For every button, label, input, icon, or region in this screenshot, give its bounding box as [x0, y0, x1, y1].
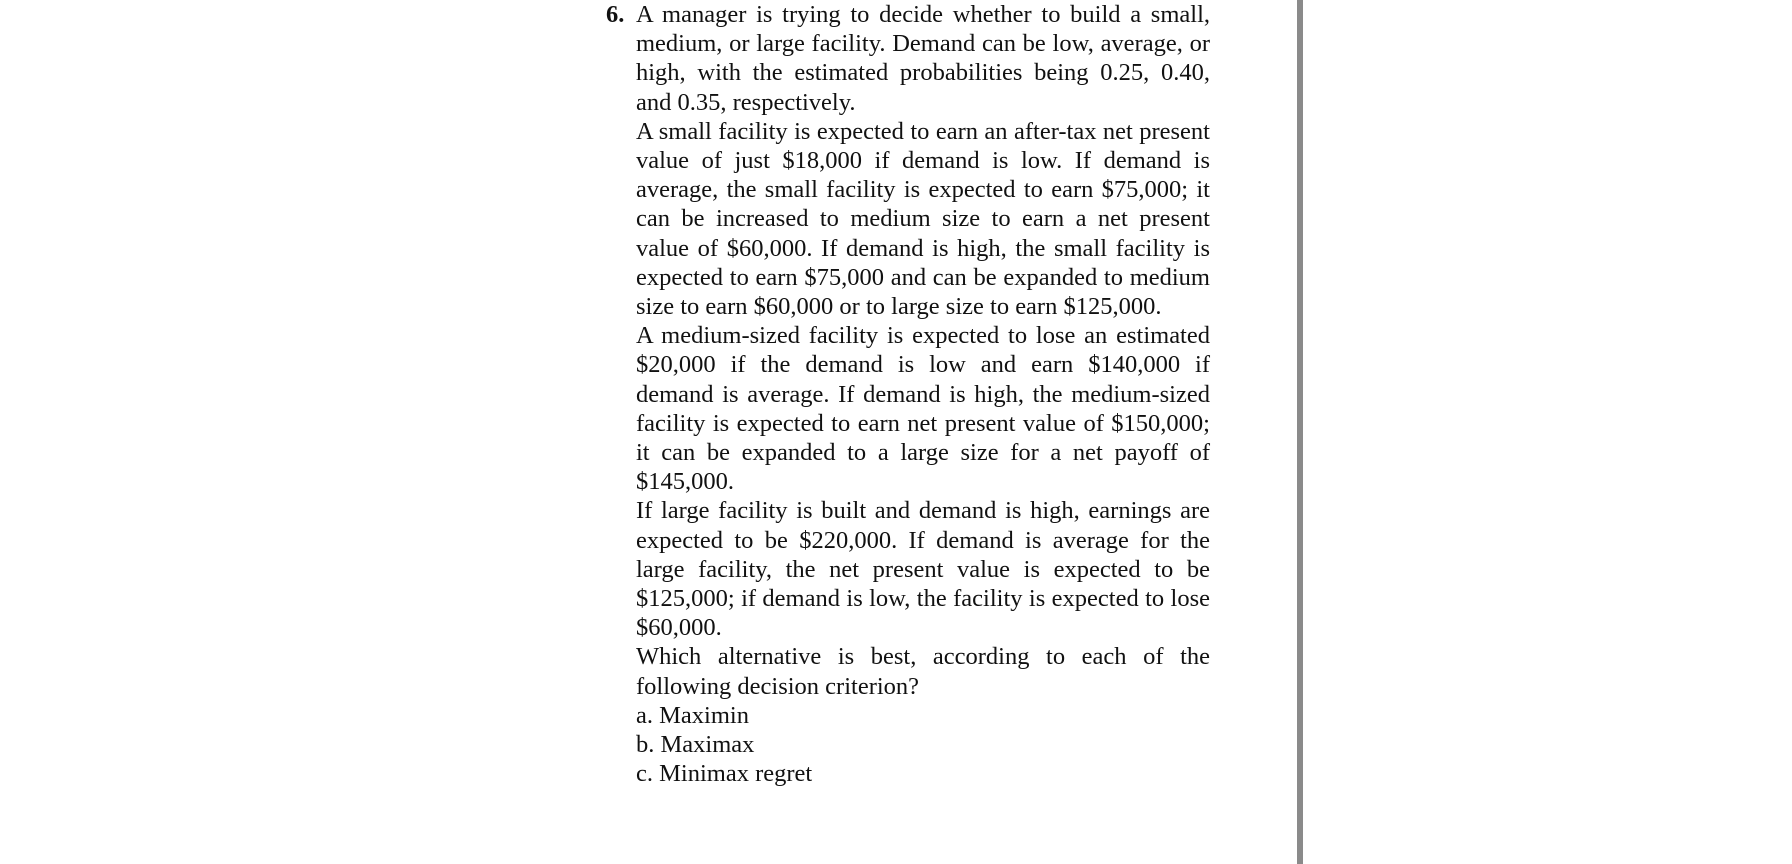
paragraph-question: Which alternative is best, according to each of the following decision criterion? [636, 643, 1210, 700]
criterion-minimax-regret: c. Minimax regret [636, 760, 813, 788]
problem-body [636, 117, 1210, 789]
paragraph-intro: A manager is trying to decide whether to build a small, medium, or large facility. Demand can be low, average, or high, with the estimated probabilities being 0.25, 0.40, and 0.35, respectively. [636, 1, 1210, 116]
criterion-maximax: b. Maximax [636, 731, 755, 759]
paragraph-small-facility: A small facility is expected to earn an after-tax net present value of just $18,000 if demand is low. If demand is average, the small facility is expected to earn $75,000; it can be increased to medium size to earn a net present value of $60,000. If demand is high, the small facility is expected to earn $75,000 and can be expanded to medium size to earn $60,000 or to large size to earn $125,000. [636, 117, 1210, 321]
paragraph-medium-facility: A medium-sized facility is expected to lose an estimated $20,000 if the demand is low and earn $140,000 if demand is average. If demand is high, the medium-sized facility is expected to earn net present value of $150,000; it can be expanded to a large size for a net payoff of $145,000. [636, 322, 1210, 496]
paragraph-large-facility: If large facility is built and demand is high, earnings are expected to be $220,000. If demand is average for the large facility, the net present value is expected to be $125,000; if demand is low, the facility is expected to lose $60,000. [636, 497, 1210, 642]
page-divider [1297, 0, 1303, 864]
problem-intro [606, 0, 1210, 117]
criterion-maximin: a. Maximin [636, 701, 749, 729]
problem-number: 6. [606, 1, 625, 28]
problem-6 [606, 0, 1210, 788]
